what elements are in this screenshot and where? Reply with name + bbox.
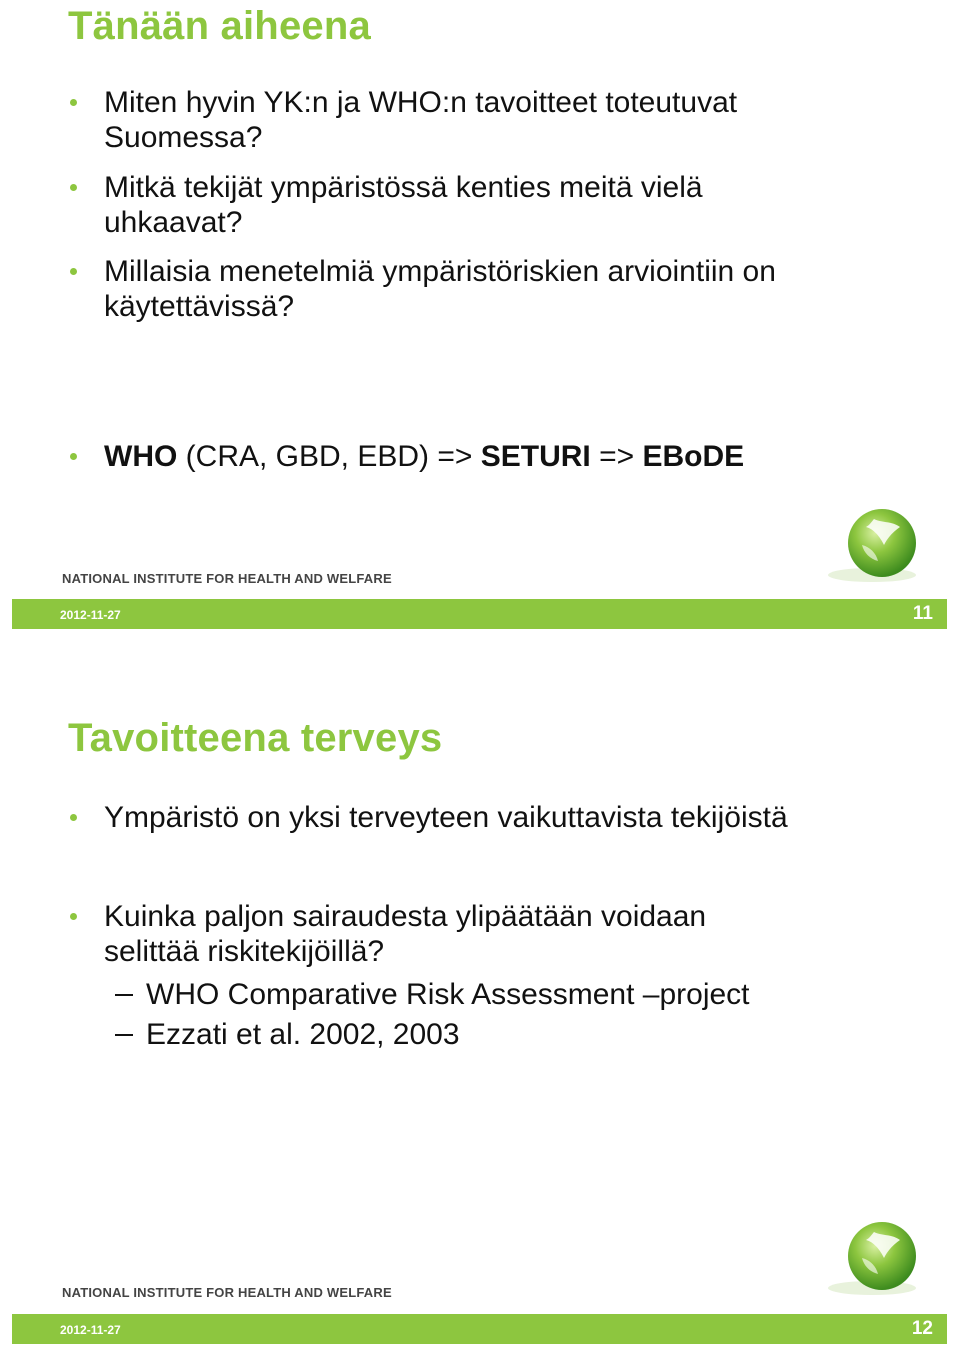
slide-date: 2012-11-27	[60, 608, 121, 622]
slide-title: Tavoitteena terveys	[68, 716, 443, 760]
bullet-item	[68, 439, 928, 474]
slide-12	[0, 700, 960, 1356]
bullet-item	[68, 800, 928, 835]
footer-bar	[12, 1314, 947, 1344]
bullet-item	[68, 170, 928, 240]
slide-number: 12	[911, 1318, 933, 1339]
bullet-dot-icon	[70, 453, 77, 460]
bullet-dot-icon	[70, 814, 77, 821]
bullet-text: Ympäristö on yksi terveyteen vaikuttavista tekijöistä	[104, 801, 788, 834]
bullet-dot-icon	[70, 99, 77, 106]
sphere-logo-icon	[822, 1218, 922, 1298]
bullet-text: Miten hyvin YK:n ja WHO:n tavoitteet toteutuvat Suomessa?	[104, 86, 738, 154]
sphere-logo-icon	[822, 505, 922, 585]
bullet-item	[68, 85, 928, 155]
slide-title: Tänään aiheena	[68, 4, 371, 48]
slide-number: 11	[912, 603, 933, 624]
bullet-item	[68, 254, 928, 324]
bullet-text: Kuinka paljon sairaudesta ylipäätään voidaan selittää riskitekijöillä?	[104, 900, 707, 968]
dash-icon	[115, 1034, 133, 1036]
footer-bar	[12, 599, 947, 629]
bullet-text: WHO (CRA, GBD, EBD) => SETURI => EBoDE	[104, 440, 745, 473]
dash-icon	[115, 994, 133, 996]
bullet-dot-icon	[70, 913, 77, 920]
sub-bullet-item: WHO Comparative Risk Assessment –project	[115, 977, 750, 1012]
sub-bullet-item: Ezzati et al. 2002, 2003	[115, 1017, 460, 1052]
institute-name: NATIONAL INSTITUTE FOR HEALTH AND WELFARE	[62, 1285, 392, 1300]
bullet-item	[68, 899, 928, 969]
bullet-dot-icon	[70, 268, 77, 275]
slide-date: 2012-11-27	[60, 1323, 121, 1337]
institute-name: NATIONAL INSTITUTE FOR HEALTH AND WELFARE	[62, 571, 392, 586]
slide-11	[0, 0, 960, 640]
bullet-text: Millaisia menetelmiä ympäristöriskien arviointiin on käytettävissä?	[104, 255, 776, 323]
bullet-dot-icon	[70, 184, 77, 191]
bullet-text: Mitkä tekijät ympäristössä kenties meitä vielä uhkaavat?	[104, 171, 703, 239]
